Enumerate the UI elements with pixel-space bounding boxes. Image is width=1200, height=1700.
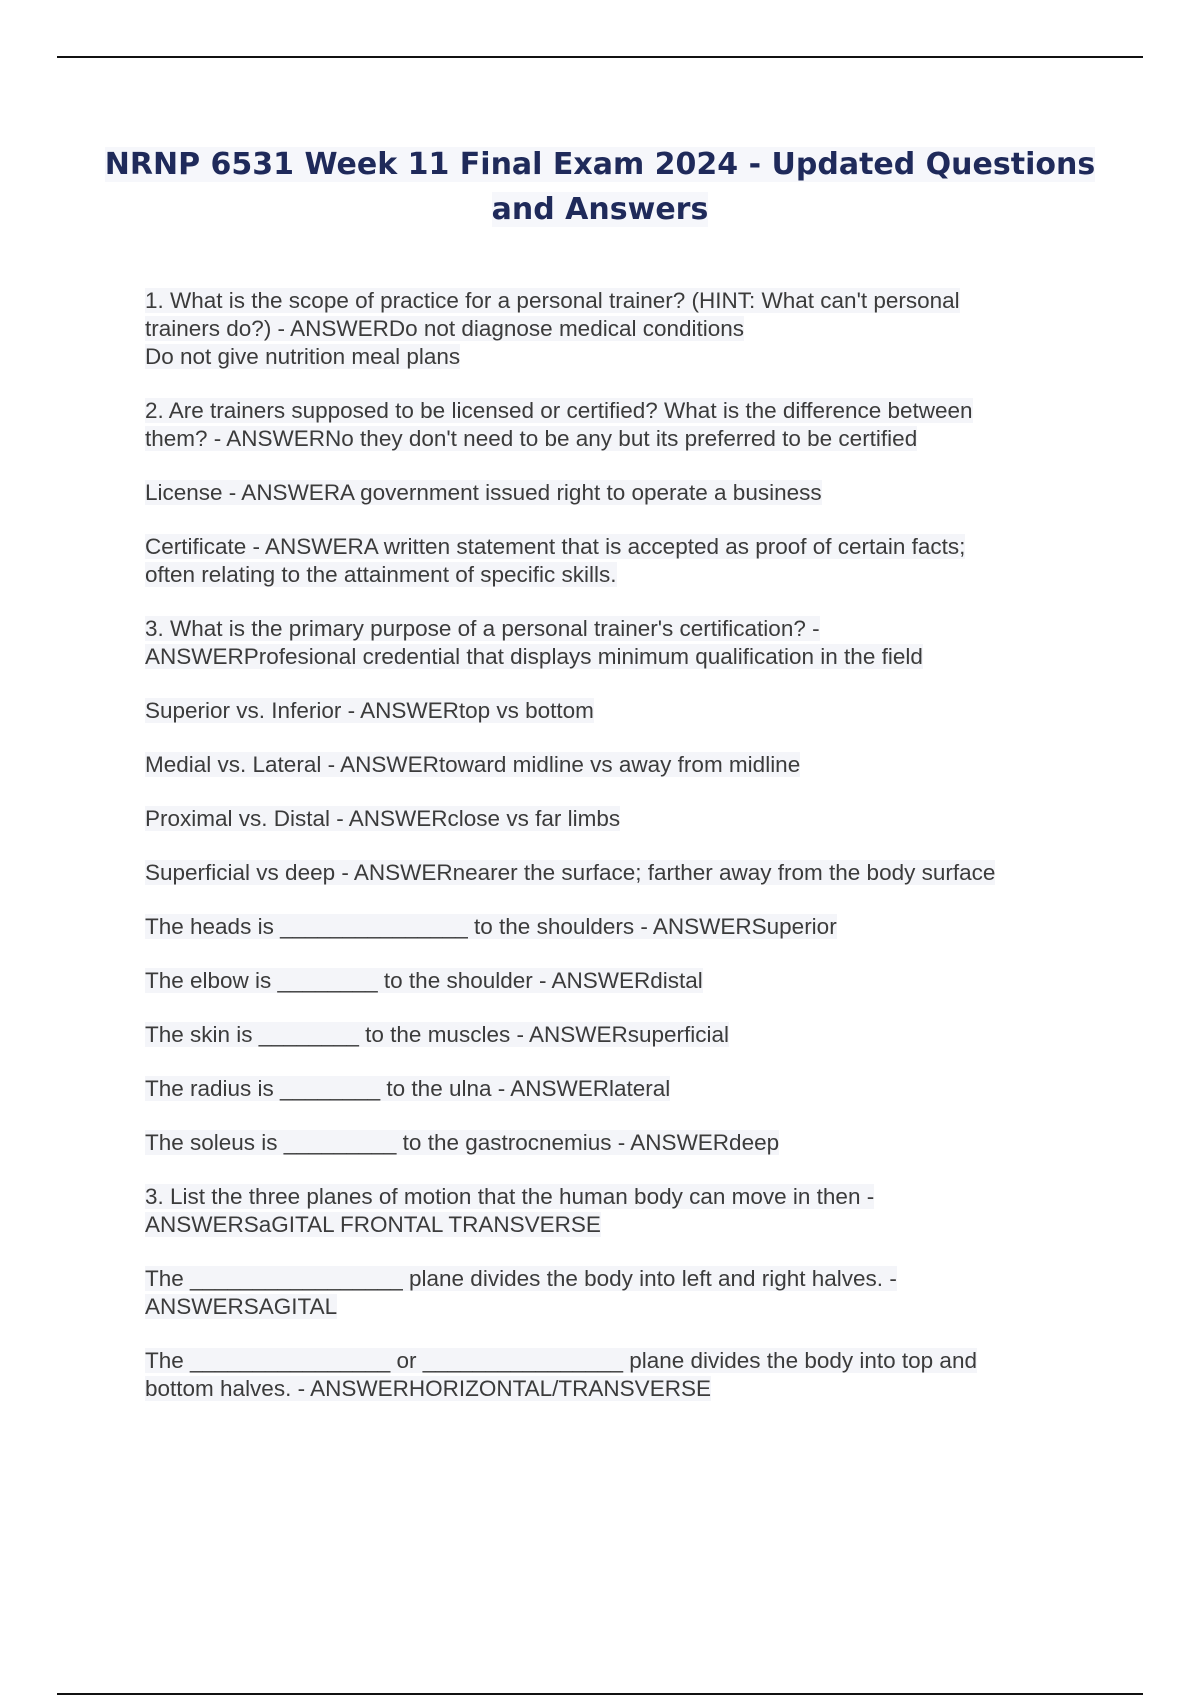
qa-text: often relating to the attainment of specific skills. bbox=[145, 562, 617, 587]
qa-line bbox=[145, 1293, 1090, 1321]
qa-item bbox=[145, 287, 1090, 371]
qa-line bbox=[145, 561, 1090, 589]
qa-line bbox=[145, 697, 1090, 725]
qa-item bbox=[145, 1129, 1090, 1157]
qa-item bbox=[145, 1021, 1090, 1049]
qa-item bbox=[145, 533, 1090, 589]
qa-text: The soleus is _________ to the gastrocnemius - ANSWERdeep bbox=[145, 1130, 780, 1155]
qa-line bbox=[145, 805, 1090, 833]
qa-line bbox=[145, 1183, 1090, 1211]
qa-line bbox=[145, 1265, 1090, 1293]
qa-text: 3. List the three planes of motion that the human body can move in then - bbox=[145, 1184, 875, 1209]
qa-text: Proximal vs. Distal - ANSWERclose vs far limbs bbox=[145, 806, 621, 831]
qa-text: 3. What is the primary purpose of a personal trainer's certification? - bbox=[145, 616, 820, 641]
qa-text: them? - ANSWERNo they don't need to be any but its preferred to be certified bbox=[145, 426, 918, 451]
qa-item bbox=[145, 805, 1090, 833]
qa-text: trainers do?) - ANSWERDo not diagnose medical conditions bbox=[145, 316, 745, 341]
qa-line bbox=[145, 1347, 1090, 1375]
qa-line bbox=[145, 967, 1090, 995]
qa-item bbox=[145, 1265, 1090, 1321]
qa-line bbox=[145, 751, 1090, 779]
qa-text: ANSWERSaGITAL FRONTAL TRANSVERSE bbox=[145, 1212, 601, 1237]
qa-text: The _________________ plane divides the body into left and right halves. - bbox=[145, 1266, 897, 1291]
qa-text: Superficial vs deep - ANSWERnearer the surface; farther away from the body surface bbox=[145, 860, 996, 885]
title-line: NRNP 6531 Week 11 Final Exam 2024 - Updated Questions bbox=[104, 147, 1096, 182]
qa-line bbox=[145, 859, 1090, 887]
qa-line bbox=[145, 643, 1090, 671]
qa-line bbox=[145, 1375, 1090, 1403]
qa-text: 2. Are trainers supposed to be licensed or certified? What is the difference between bbox=[145, 398, 973, 423]
qa-line bbox=[145, 615, 1090, 643]
top-rule bbox=[57, 56, 1143, 58]
qa-item bbox=[145, 967, 1090, 995]
bottom-rule bbox=[57, 1693, 1143, 1695]
qa-text: 1. What is the scope of practice for a personal trainer? (HINT: What can't personal bbox=[145, 288, 960, 313]
qa-text: bottom halves. - ANSWERHORIZONTAL/TRANSVERSE bbox=[145, 1376, 711, 1401]
qa-text: Do not give nutrition meal plans bbox=[145, 344, 461, 369]
qa-text: ANSWERProfesional credential that displays minimum qualification in the field bbox=[145, 644, 923, 669]
qa-line bbox=[145, 1021, 1090, 1049]
qa-item bbox=[145, 913, 1090, 941]
qa-text: License - ANSWERA government issued right to operate a business bbox=[145, 480, 822, 505]
qa-item bbox=[145, 751, 1090, 779]
qa-line bbox=[145, 913, 1090, 941]
qa-line bbox=[145, 1075, 1090, 1103]
qa-item bbox=[145, 397, 1090, 453]
qa-text: The ________________ or ________________ plane divides the body into top and bbox=[145, 1348, 977, 1373]
qa-line bbox=[145, 479, 1090, 507]
qa-item bbox=[145, 697, 1090, 725]
qa-line bbox=[145, 533, 1090, 561]
qa-text: The elbow is ________ to the shoulder - ANSWERdistal bbox=[145, 968, 703, 993]
qa-text: ANSWERSAGITAL bbox=[145, 1294, 338, 1319]
qa-list bbox=[145, 287, 1090, 1429]
title-line: and Answers bbox=[491, 192, 709, 227]
qa-item bbox=[145, 859, 1090, 887]
qa-line bbox=[145, 1211, 1090, 1239]
qa-item bbox=[145, 1347, 1090, 1403]
qa-line bbox=[145, 315, 1090, 343]
qa-line bbox=[145, 1129, 1090, 1157]
qa-item bbox=[145, 615, 1090, 671]
qa-line bbox=[145, 425, 1090, 453]
qa-item bbox=[145, 479, 1090, 507]
page-title bbox=[100, 142, 1100, 232]
qa-item bbox=[145, 1183, 1090, 1239]
qa-text: Certificate - ANSWERA written statement that is accepted as proof of certain facts; bbox=[145, 534, 966, 559]
qa-text: The heads is _______________ to the shoulders - ANSWERSuperior bbox=[145, 914, 837, 939]
qa-text: The skin is ________ to the muscles - ANSWERsuperficial bbox=[145, 1022, 730, 1047]
qa-text: The radius is ________ to the ulna - ANSWERlateral bbox=[145, 1076, 671, 1101]
qa-line bbox=[145, 287, 1090, 315]
qa-text: Medial vs. Lateral - ANSWERtoward midline vs away from midline bbox=[145, 752, 801, 777]
qa-item bbox=[145, 1075, 1090, 1103]
qa-line bbox=[145, 343, 1090, 371]
qa-line bbox=[145, 397, 1090, 425]
qa-text: Superior vs. Inferior - ANSWERtop vs bottom bbox=[145, 698, 594, 723]
